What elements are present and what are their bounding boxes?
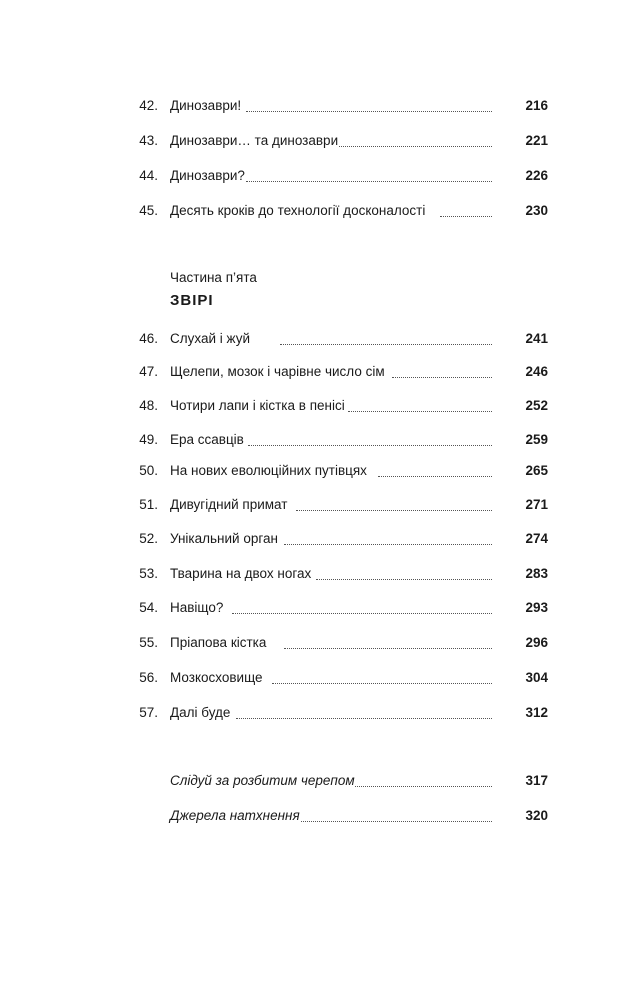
leader-dots (232, 609, 492, 614)
entry-title: Динозаври? (170, 166, 245, 186)
leader-dots (378, 472, 492, 477)
toc-entry[interactable] (130, 362, 548, 382)
entry-number: 48. (139, 398, 158, 413)
entry-title: Далі буде (170, 703, 230, 723)
entry-number: 55. (139, 635, 158, 650)
toc-entry[interactable] (130, 166, 548, 186)
leader-dots (440, 212, 492, 217)
leader-dots (248, 441, 492, 446)
entry-page: 252 (525, 398, 548, 413)
entry-title: На нових еволюційних путівцях (170, 461, 367, 481)
leader-dots (316, 575, 492, 580)
entry-number: 49. (139, 432, 158, 447)
toc-entry[interactable] (130, 806, 548, 826)
entry-page: 283 (525, 566, 548, 581)
entry-title: Джерела натхнення (170, 806, 300, 826)
leader-dots (246, 107, 492, 112)
entry-title: Дивугідний примат (170, 495, 287, 515)
entry-title: Унікальний орган (170, 529, 278, 549)
entry-page: 216 (525, 98, 548, 113)
entry-number: 44. (139, 168, 158, 183)
entry-page: 230 (525, 203, 548, 218)
leader-dots (272, 679, 492, 684)
entry-number: 46. (139, 331, 158, 346)
entry-page: 312 (525, 705, 548, 720)
leader-dots (236, 714, 492, 719)
toc-entry[interactable] (130, 329, 548, 349)
toc-entry[interactable] (130, 461, 548, 481)
entry-title: Чотири лапи і кістка в пенісі (170, 396, 345, 416)
entry-title: Мозкосховище (170, 668, 263, 688)
part-label: Частина п’ята (170, 270, 257, 285)
entry-title: Щелепи, мозок і чарівне число сім (170, 362, 385, 382)
leader-dots (298, 817, 492, 822)
entry-title: Динозаври! (170, 96, 241, 116)
toc-entry[interactable] (130, 201, 548, 221)
leader-dots (284, 540, 492, 545)
entry-title: Ера ссавців (170, 430, 244, 450)
toc-entry[interactable] (130, 771, 548, 791)
entry-page: 296 (525, 635, 548, 650)
leader-dots (352, 782, 492, 787)
leader-dots (246, 177, 492, 182)
entry-number: 57. (139, 705, 158, 720)
part-title: ЗВІРІ (170, 292, 214, 309)
entry-title: Навіщо? (170, 598, 223, 618)
toc-entry[interactable] (130, 529, 548, 549)
entry-number: 56. (139, 670, 158, 685)
toc-entry[interactable] (130, 396, 548, 416)
entry-number: 52. (139, 531, 158, 546)
entry-page: 265 (525, 463, 548, 478)
entry-page: 293 (525, 600, 548, 615)
entry-page: 274 (525, 531, 548, 546)
entry-title: Динозаври… та динозаври (170, 131, 338, 151)
toc-entry[interactable] (130, 96, 548, 116)
toc-entry[interactable] (130, 495, 548, 515)
entry-number: 45. (139, 203, 158, 218)
entry-page: 320 (525, 808, 548, 823)
entry-number: 50. (139, 463, 158, 478)
leader-dots (348, 407, 492, 412)
entry-page: 317 (525, 773, 548, 788)
entry-page: 304 (525, 670, 548, 685)
entry-page: 221 (525, 133, 548, 148)
entry-title: Десять кроків до технології досконалості (170, 201, 425, 221)
entry-number: 51. (139, 497, 158, 512)
entry-page: 246 (525, 364, 548, 379)
entry-number: 47. (139, 364, 158, 379)
toc-entry[interactable] (130, 564, 548, 584)
leader-dots (336, 142, 492, 147)
toc-entry[interactable] (130, 131, 548, 151)
toc-entry[interactable] (130, 598, 548, 618)
entry-title: Пріапова кістка (170, 633, 266, 653)
entry-page: 259 (525, 432, 548, 447)
entry-number: 42. (139, 98, 158, 113)
entry-page: 241 (525, 331, 548, 346)
entry-title: Тварина на двох ногах (170, 564, 311, 584)
entry-number: 43. (139, 133, 158, 148)
toc-entry[interactable] (130, 633, 548, 653)
leader-dots (284, 644, 492, 649)
entry-title: Слідуй за розбитим черепом (170, 771, 355, 791)
toc-entry[interactable] (130, 668, 548, 688)
leader-dots (392, 373, 492, 378)
leader-dots (280, 340, 492, 345)
entry-page: 226 (525, 168, 548, 183)
entry-number: 54. (139, 600, 158, 615)
leader-dots (296, 506, 492, 511)
entry-page: 271 (525, 497, 548, 512)
entry-number: 53. (139, 566, 158, 581)
toc-entry[interactable] (130, 430, 548, 450)
toc-entry[interactable] (130, 703, 548, 723)
entry-title: Слухай і жуй (170, 329, 250, 349)
